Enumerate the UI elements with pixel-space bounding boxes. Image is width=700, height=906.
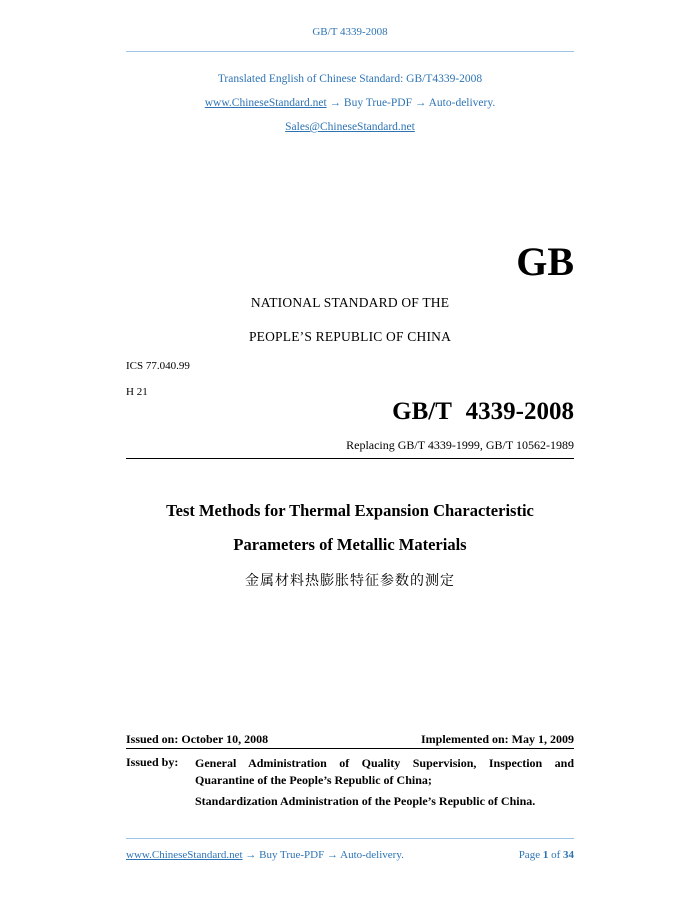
arrow-right-icon: → [245, 849, 257, 861]
footer-divider [126, 838, 574, 839]
national-standard-line-2: PEOPLE’S REPUBLIC OF CHINA [248, 329, 452, 344]
footer-promo [126, 849, 404, 861]
page-total: 34 [563, 849, 574, 861]
auto-delivery-text: Auto-delivery. [428, 97, 496, 109]
arrow-right-icon: → [414, 97, 427, 109]
arrow-right-icon: → [326, 849, 338, 861]
promo-line [0, 97, 700, 109]
issuer-divider [126, 748, 574, 749]
footer-site-link[interactable]: www.ChineseStandard.net [126, 849, 243, 861]
issuer-1: General Administration of Quality Supervision, Inspection and Quarantine of the People’s Republic of China; [195, 756, 574, 787]
page-of: of [551, 849, 561, 861]
site-link[interactable]: www.ChineseStandard.net [204, 97, 327, 109]
title-line-1: Test Methods for Thermal Expansion Characteristic [166, 501, 534, 520]
gb-mark: GB [516, 239, 574, 284]
standard-number: GB/T 4339-2008 [392, 398, 574, 425]
issuer-2: Standardization Administration of the People’s Republic of China. [195, 794, 536, 808]
email-line [0, 121, 700, 133]
issued-by-label: Issued by: [126, 755, 179, 769]
issued-on-date: Issued on: October 10, 2008 [126, 732, 269, 746]
title-divider [126, 458, 574, 459]
ics-code: ICS 77.040.99 [126, 360, 190, 372]
ccs-code: H 21 [126, 386, 148, 398]
buy-pdf-text: Buy True-PDF [343, 97, 412, 109]
footer-buy-pdf-text: Buy True-PDF [259, 849, 325, 861]
footer-auto-delivery-text: Auto-delivery. [340, 849, 404, 861]
arrow-right-icon: → [329, 97, 342, 109]
chinese-title: 金属材料热膨胀特征参数的测定 [245, 573, 455, 589]
page-label: Page [518, 849, 541, 861]
running-header: GB/T 4339-2008 [312, 26, 388, 38]
date-row [126, 732, 574, 747]
page-current: 1 [542, 849, 549, 861]
translation-notice: Translated English of Chinese Standard: GB/T4339-2008 [217, 73, 483, 85]
replacing-note: Replacing GB/T 4339-1999, GB/T 10562-1989 [346, 438, 574, 452]
page-indicator [519, 849, 574, 861]
national-standard-line-1: NATIONAL STANDARD OF THE [250, 295, 450, 310]
email-link[interactable]: Sales@ChineseStandard.net [285, 121, 415, 133]
implemented-on-date: Implemented on: May 1, 2009 [421, 732, 574, 746]
header-divider [126, 51, 574, 52]
title-line-2: Parameters of Metallic Materials [233, 535, 467, 554]
